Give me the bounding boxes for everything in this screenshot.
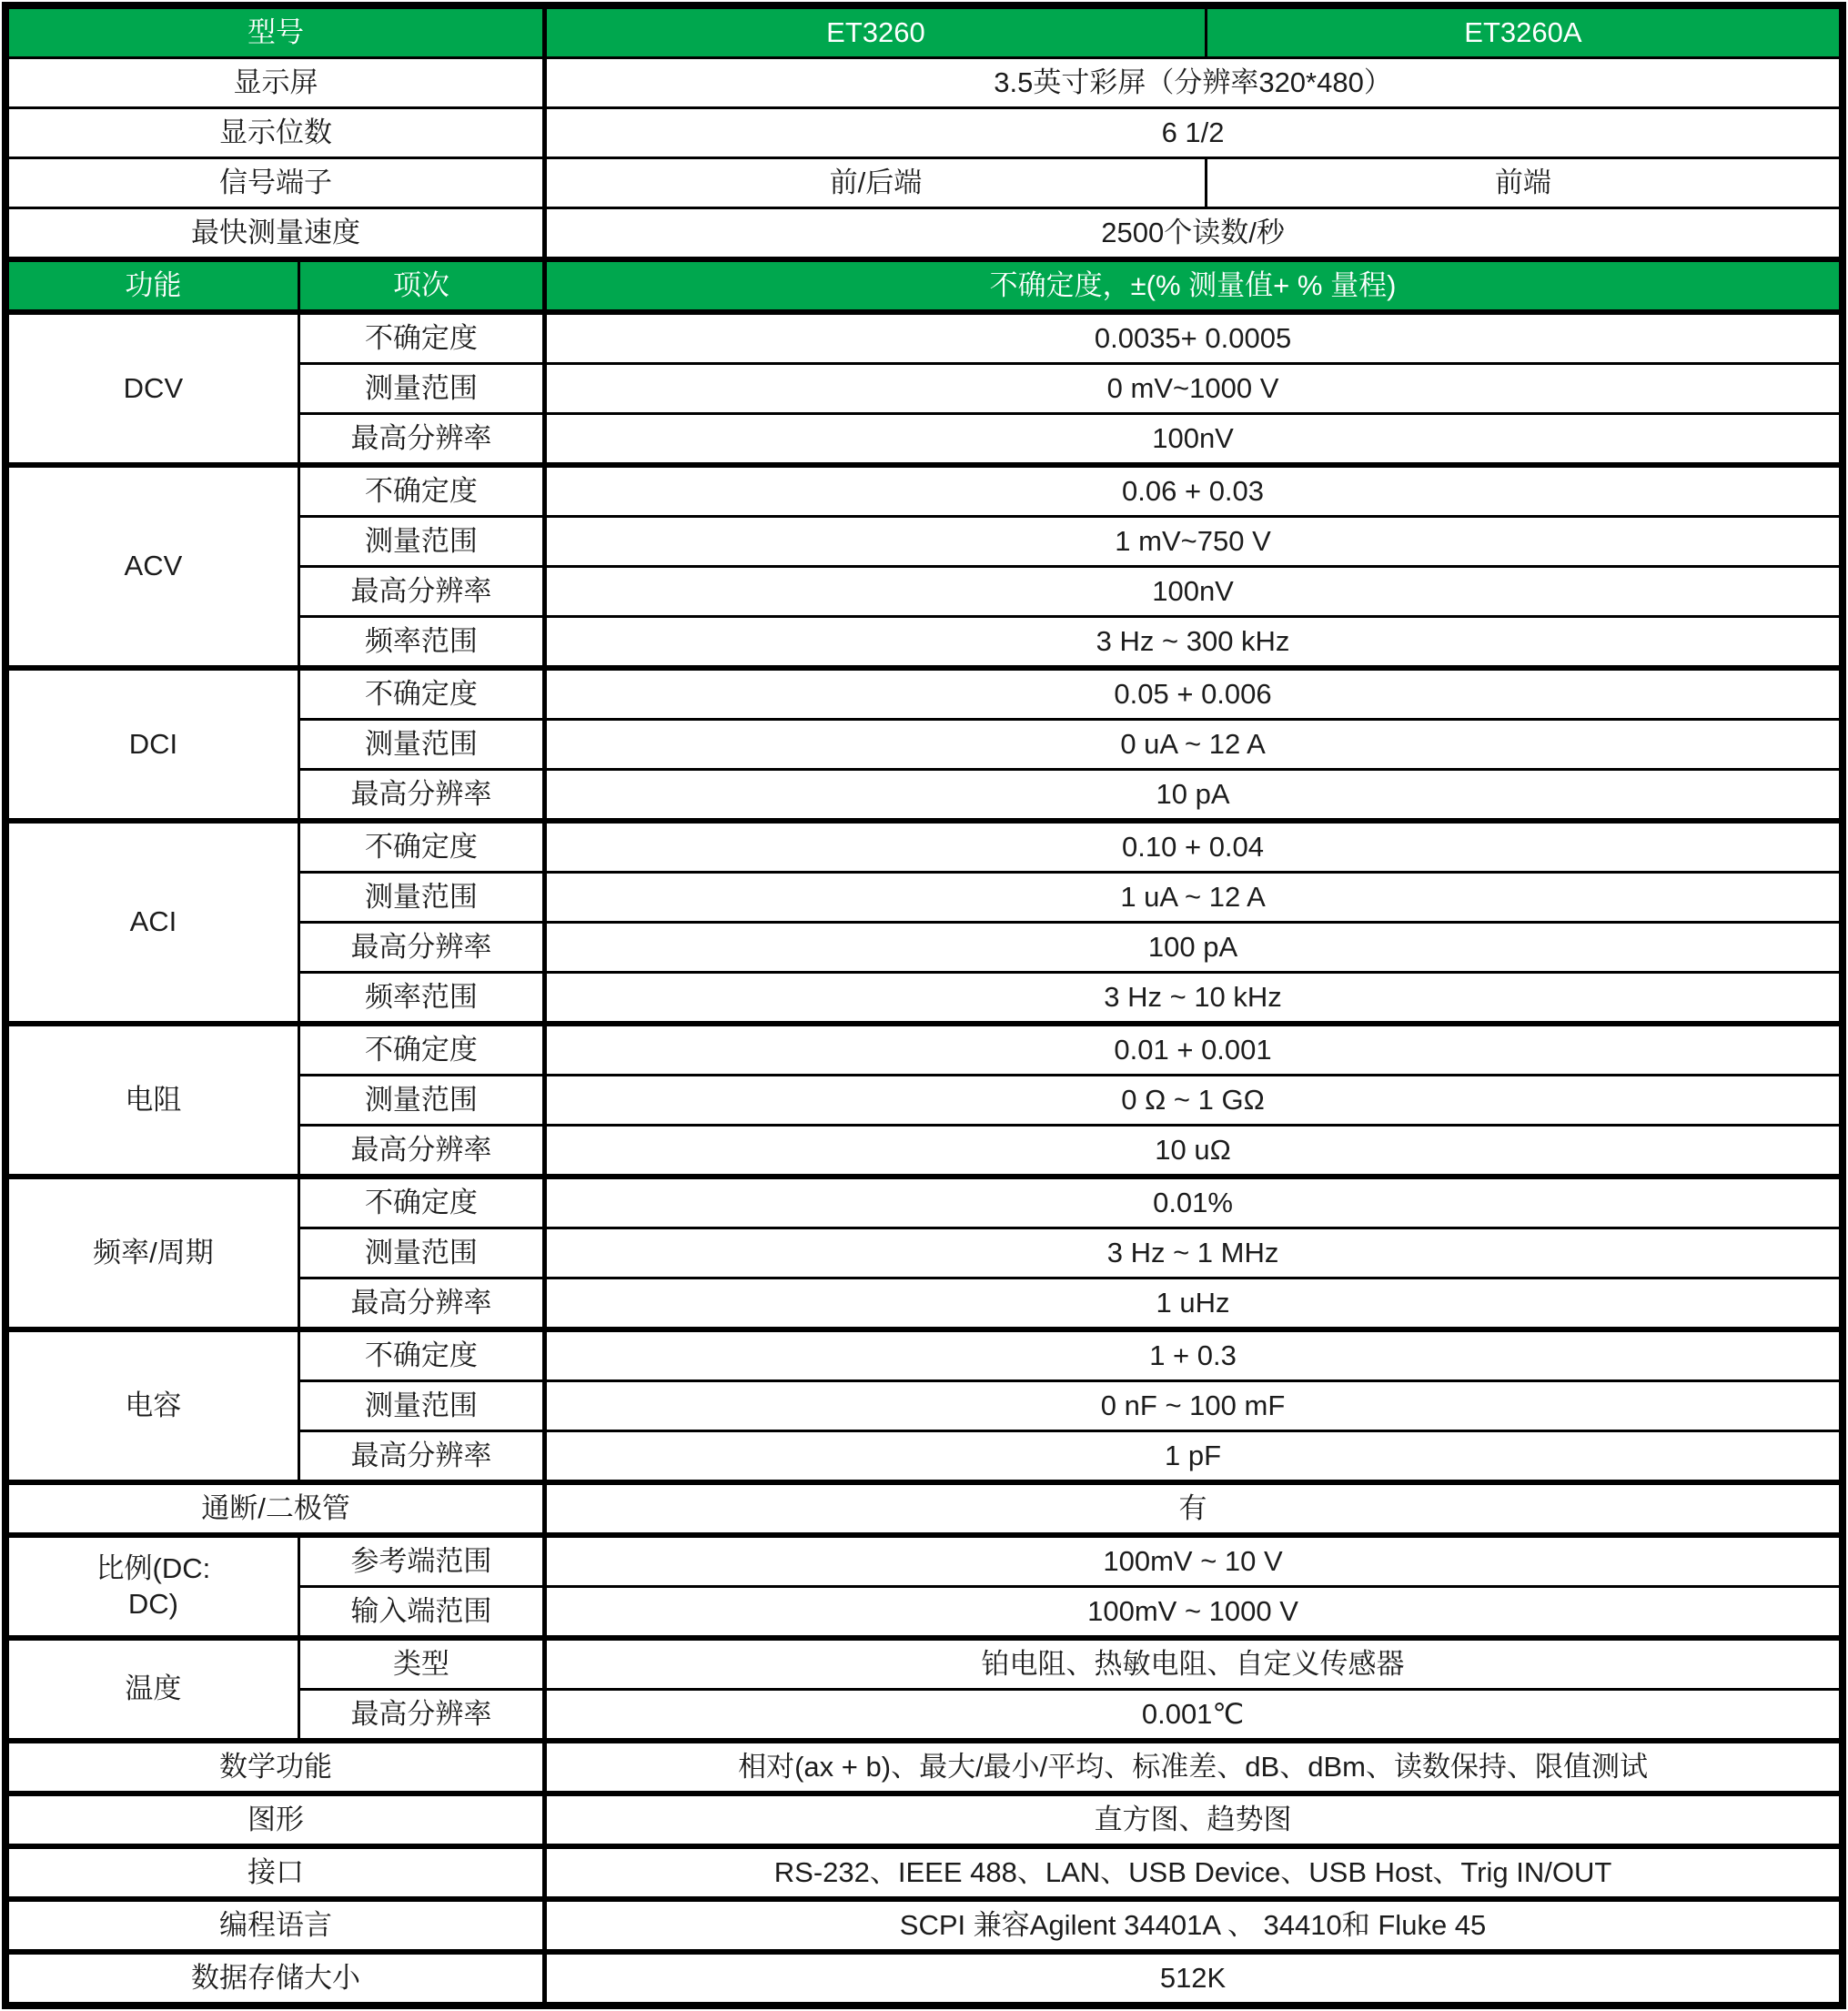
spec-value: 0 Ω ~ 1 GΩ: [545, 1076, 1843, 1126]
spec-item: 测量范围: [298, 1381, 544, 1431]
spec-item: 测量范围: [298, 720, 544, 770]
frequency-period-row-1: [5, 1177, 1843, 1228]
spec-value: 100nV: [545, 567, 1843, 617]
interfaces-label: 接口: [5, 1846, 545, 1899]
spec-value: 100mV ~ 10 V: [545, 1535, 1843, 1587]
display-digits-label: 显示位数: [5, 108, 545, 158]
model-et3260: ET3260: [545, 5, 1207, 58]
data-storage-value: 512K: [545, 1952, 1843, 2006]
spec-item: 测量范围: [298, 873, 544, 923]
signal-terminals-et3260: 前/后端: [545, 158, 1207, 208]
spec-item: 频率范围: [298, 617, 544, 669]
spec-header-row: [5, 259, 1843, 312]
spec-item: 最高分辨率: [298, 567, 544, 617]
function-column-header: 功能: [5, 259, 298, 312]
spec-table: [2, 2, 1846, 2009]
general-row-signal-terminals: [5, 158, 1843, 208]
spec-item: 频率范围: [298, 973, 544, 1025]
function-name-aci: ACI: [5, 821, 298, 1024]
spec-value: 0 uA ~ 12 A: [545, 720, 1843, 770]
model-row: [5, 5, 1843, 58]
resistance-row-1: [5, 1024, 1843, 1076]
dcv-row-1: [5, 312, 1843, 364]
spec-item: 类型: [298, 1638, 544, 1690]
data-storage-row: [5, 1952, 1843, 2006]
signal-terminals-label: 信号端子: [5, 158, 545, 208]
spec-value: 1 + 0.3: [545, 1329, 1843, 1381]
ratio-name-text: 比例(DC: DC): [96, 1551, 211, 1620]
dci-row-1: [5, 668, 1843, 720]
function-name-dci: DCI: [5, 668, 298, 821]
spec-value: 0.05 + 0.006: [545, 668, 1843, 720]
function-name-temperature: 温度: [5, 1638, 298, 1741]
ratio-row-1: [5, 1535, 1843, 1587]
spec-value: 100 pA: [545, 923, 1843, 973]
interfaces-value: RS-232、IEEE 488、LAN、USB Device、USB Host、Trig IN/OUT: [545, 1846, 1843, 1899]
continuity-diode-value: 有: [545, 1482, 1843, 1535]
spec-value: 3 Hz ~ 300 kHz: [545, 617, 1843, 669]
spec-item: 最高分辨率: [298, 1278, 544, 1330]
max-speed-value: 2500个读数/秒: [545, 208, 1843, 260]
spec-value: 0.06 + 0.03: [545, 465, 1843, 517]
graphics-row: [5, 1794, 1843, 1846]
data-storage-label: 数据存储大小: [5, 1952, 545, 2006]
spec-value: 10 pA: [545, 770, 1843, 822]
spec-item: 不确定度: [298, 1177, 544, 1228]
spec-value: 1 mV~750 V: [545, 517, 1843, 567]
continuity-diode-row: [5, 1482, 1843, 1535]
spec-value: 铂电阻、热敏电阻、自定义传感器: [545, 1638, 1843, 1690]
spec-item: 最高分辨率: [298, 1431, 544, 1483]
aci-row-1: [5, 821, 1843, 873]
signal-terminals-et3260a: 前端: [1206, 158, 1843, 208]
spec-value: 0.001℃: [545, 1690, 1843, 1742]
graphics-label: 图形: [5, 1794, 545, 1846]
spec-item: 测量范围: [298, 517, 544, 567]
uncertainty-column-header: 不确定度，±(% 测量值+ % 量程): [545, 259, 1843, 312]
spec-value: 100nV: [545, 414, 1843, 466]
spec-item: 最高分辨率: [298, 923, 544, 973]
spec-value: 1 pF: [545, 1431, 1843, 1483]
display-digits-value: 6 1/2: [545, 108, 1843, 158]
spec-value: 3 Hz ~ 10 kHz: [545, 973, 1843, 1025]
spec-item: 不确定度: [298, 821, 544, 873]
spec-item: 不确定度: [298, 1329, 544, 1381]
spec-item: 最高分辨率: [298, 770, 544, 822]
spec-value: 10 uΩ: [545, 1126, 1843, 1177]
spec-value: 1 uA ~ 12 A: [545, 873, 1843, 923]
temperature-row-1: [5, 1638, 1843, 1690]
max-speed-label: 最快测量速度: [5, 208, 545, 260]
interfaces-row: [5, 1846, 1843, 1899]
spec-item: 最高分辨率: [298, 1126, 544, 1177]
spec-value: 0.10 + 0.04: [545, 821, 1843, 873]
spec-item: 测量范围: [298, 1076, 544, 1126]
function-name-dcv: DCV: [5, 312, 298, 465]
function-name-acv: ACV: [5, 465, 298, 668]
capacitance-row-1: [5, 1329, 1843, 1381]
spec-item: 最高分辨率: [298, 414, 544, 466]
spec-item: 不确定度: [298, 668, 544, 720]
spec-value: 0 mV~1000 V: [545, 364, 1843, 414]
math-functions-value: 相对(ax + b)、最大/最小/平均、标准差、dB、dBm、读数保持、限值测试: [545, 1741, 1843, 1794]
spec-value: 0.01 + 0.001: [545, 1024, 1843, 1076]
math-functions-label: 数学功能: [5, 1741, 545, 1794]
function-name-resistance: 电阻: [5, 1024, 298, 1177]
function-name-frequency-period: 频率/周期: [5, 1177, 298, 1329]
spec-item: 测量范围: [298, 1228, 544, 1278]
general-row-max-speed: [5, 208, 1843, 260]
graphics-value: 直方图、趋势图: [545, 1794, 1843, 1846]
spec-value: 0.01%: [545, 1177, 1843, 1228]
function-name-ratio: [5, 1535, 298, 1638]
spec-item: 不确定度: [298, 312, 544, 364]
spec-item: 不确定度: [298, 465, 544, 517]
acv-row-1: [5, 465, 1843, 517]
spec-item: 不确定度: [298, 1024, 544, 1076]
spec-item: 最高分辨率: [298, 1690, 544, 1742]
display-screen-label: 显示屏: [5, 58, 545, 108]
programming-language-value: SCPI 兼容Agilent 34401A 、 34410和 Fluke 45: [545, 1899, 1843, 1952]
item-column-header: 项次: [298, 259, 544, 312]
spec-value: 100mV ~ 1000 V: [545, 1587, 1843, 1639]
function-name-capacitance: 电容: [5, 1329, 298, 1482]
programming-language-label: 编程语言: [5, 1899, 545, 1952]
spec-value: 0 nF ~ 100 mF: [545, 1381, 1843, 1431]
model-header-label: 型号: [5, 5, 545, 58]
spec-value: 1 uHz: [545, 1278, 1843, 1330]
math-functions-row: [5, 1741, 1843, 1794]
continuity-diode-label: 通断/二极管: [5, 1482, 545, 1535]
general-row-display-screen: [5, 58, 1843, 108]
spec-item: 参考端范围: [298, 1535, 544, 1587]
spec-value: 3 Hz ~ 1 MHz: [545, 1228, 1843, 1278]
general-row-display-digits: [5, 108, 1843, 158]
model-et3260a: ET3260A: [1206, 5, 1843, 58]
spec-value: 0.0035+ 0.0005: [545, 312, 1843, 364]
display-screen-value: 3.5英寸彩屏（分辨率320*480）: [545, 58, 1843, 108]
spec-item: 输入端范围: [298, 1587, 544, 1639]
programming-language-row: [5, 1899, 1843, 1952]
spec-item: 测量范围: [298, 364, 544, 414]
